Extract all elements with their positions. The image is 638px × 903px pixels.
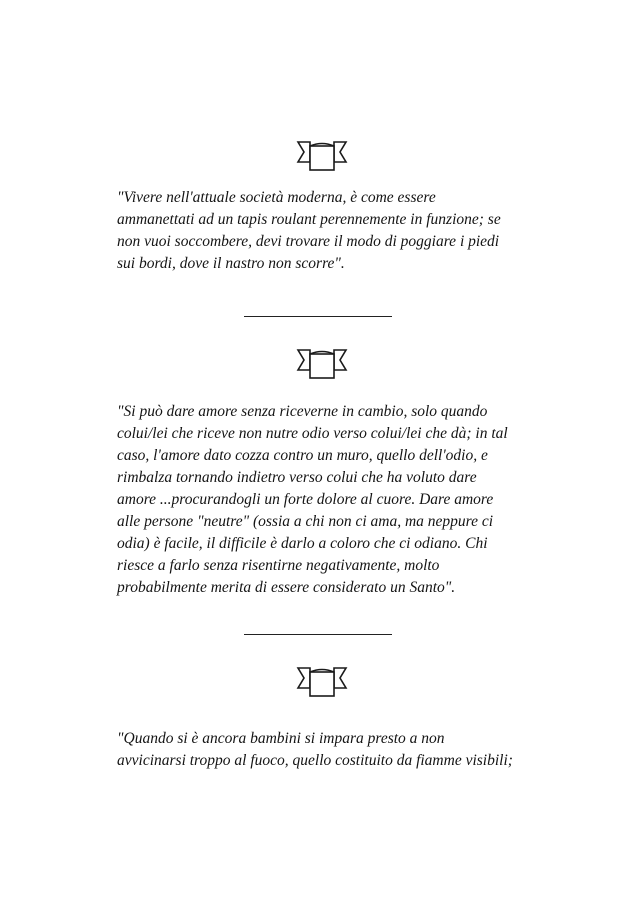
quote-line: ammanettati ad un tapis roulant perennemente in funzione; se (117, 211, 501, 228)
scroll-banner-icon (296, 346, 348, 380)
quote-line: avvicinarsi troppo al fuoco, quello costituito da fiamme visibili; (117, 752, 513, 769)
quote-line: non vuoi soccombere, devi trovare il modo di poggiare i piedi (117, 233, 500, 250)
scroll-banner-icon (296, 138, 348, 172)
quote-3 (117, 728, 527, 772)
quote-line: colui/lei che riceve non nutre odio verso colui/lei che dà; in tal (117, 425, 508, 442)
quote-line: "Si può dare amore senza riceverne in cambio, solo quando (117, 403, 488, 420)
quote-line: caso, l'amore dato cozza contro un muro, quello dell'odio, e (117, 447, 488, 464)
quote-2 (117, 401, 527, 599)
quote-line: sui bordi, dove il nastro non scorre". (117, 255, 345, 272)
quote-line: odia) è facile, il difficile è darlo a coloro che ci odiano. Chi (117, 535, 488, 552)
quote-line: riesce a farlo senza risentirne negativamente, molto (117, 557, 440, 574)
quote-line: amore ...procurandogli un forte dolore al cuore. Dare amore (117, 491, 494, 508)
quote-1 (117, 187, 527, 275)
section-divider (244, 634, 392, 635)
quote-line: rimbalza tornando indietro verso colui che ha voluto dare (117, 469, 477, 486)
quote-line: alle persone "neutre" (ossia a chi non ci ama, ma neppure ci (117, 513, 494, 530)
quote-line: "Vivere nell'attuale società moderna, è come essere (117, 189, 436, 206)
quote-line: probabilmente merita di essere considerato un Santo". (117, 579, 456, 596)
scroll-banner-icon (296, 664, 348, 698)
section-divider (244, 316, 392, 317)
quote-line: "Quando si è ancora bambini si impara presto a non (117, 730, 445, 747)
